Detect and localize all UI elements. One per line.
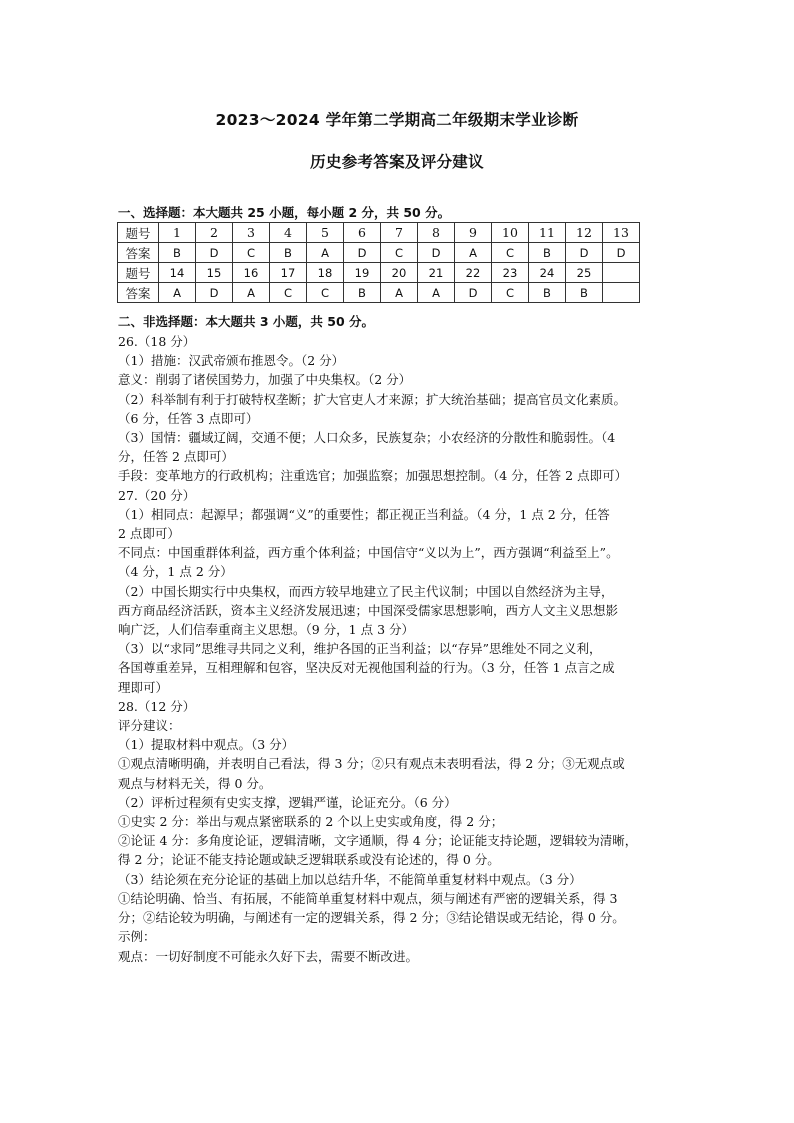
text-line: ②论证 4 分：多角度论证，逻辑清晰，文字通顺，得 4 分；论证能支持论题，逻辑较为清晰， <box>118 833 638 849</box>
document-title: 2023～2024 学年第二学期高二年级期末学业诊断 <box>215 111 579 129</box>
table-cell: 25 <box>566 263 603 283</box>
row-label: 答案 <box>118 243 159 263</box>
text-line: 评分建议： <box>118 718 181 734</box>
section-2-heading: 二、非选择题：本大题共 3 小题，共 50 分。 <box>118 314 375 329</box>
text-line: 2 点即可） <box>118 526 180 542</box>
table-cell: D <box>603 243 640 263</box>
table-cell: D <box>566 243 603 263</box>
text-line: 得 2 分；论证不能支持论题或缺乏逻辑联系或没有论述的，得 0 分。 <box>118 852 500 868</box>
table-cell: A <box>418 283 455 303</box>
text-line: 手段：变革地方的行政机构；注重选官；加强监察；加强思想控制。（4 分，任答 2 点即可） <box>118 468 628 484</box>
table-cell: C <box>307 283 344 303</box>
text-line: 不同点：中国重群体利益，西方重个体利益；中国信守“义以为上”，西方强调“利益至上”。 <box>118 545 619 561</box>
text-line: （1）提取材料中观点。（3 分） <box>118 737 295 753</box>
table-cell: 18 <box>307 263 344 283</box>
text-line: 意义：削弱了诸侯国势力，加强了中央集权。（2 分） <box>118 372 412 388</box>
table-cell: 2 <box>196 223 233 243</box>
table-cell <box>603 283 640 303</box>
table-cell: 24 <box>529 263 566 283</box>
table-cell: 6 <box>344 223 381 243</box>
table-cell: 16 <box>233 263 270 283</box>
text-line: 26.（18 分） <box>118 334 196 349</box>
text-line: 示例： <box>118 929 156 945</box>
table-cell: 8 <box>418 223 455 243</box>
text-line: ①观点清晰明确，并表明自己看法，得 3 分；②只有观点未表明看法，得 2 分；③无观点或 <box>118 756 625 772</box>
text-line: （1）相同点：起源早；都强调“义”的重要性；都正视正当利益。（4 分，1 点 2 分，任答 <box>118 506 610 522</box>
table-cell: 10 <box>492 223 529 243</box>
text-line: ①史实 2 分：举出与观点紧密联系的 2 个以上史实或角度，得 2 分； <box>118 814 504 830</box>
answer-row <box>118 283 640 303</box>
table-cell: 9 <box>455 223 492 243</box>
answer-body <box>118 332 680 966</box>
table-cell: B <box>159 243 196 263</box>
text-line: 理即可） <box>118 679 169 695</box>
answer-row <box>118 243 640 263</box>
table-cell: C <box>492 283 529 303</box>
question-number-row <box>118 223 640 243</box>
row-label: 答案 <box>118 283 159 303</box>
question-number-row <box>118 263 640 283</box>
text-line: 分；②结论较为明确，与阐述有一定的逻辑关系，得 2 分；③结论错误或无结论，得 0 分。 <box>118 910 625 926</box>
text-line: ①结论明确、恰当、有拓展，不能简单重复材料中观点，须与阐述有严密的逻辑关系，得 3 <box>118 890 618 906</box>
text-line: （6 分，任答 3 点即可） <box>118 410 259 426</box>
table-cell: 23 <box>492 263 529 283</box>
table-cell: 22 <box>455 263 492 283</box>
table-cell: C <box>381 243 418 263</box>
table-cell: C <box>270 283 307 303</box>
table-cell: D <box>455 283 492 303</box>
table-cell: B <box>344 283 381 303</box>
answer-table <box>117 222 640 303</box>
table-cell: 15 <box>196 263 233 283</box>
text-line: （3）以“求同”思维寻共同之义利，维护各国的正当利益；以“存异”思维处不同之义利， <box>118 641 602 657</box>
document-subtitle: 历史参考答案及评分建议 <box>310 153 484 171</box>
text-line: 观点：一切好制度不可能永久好下去，需要不断改进。 <box>118 948 419 964</box>
table-cell: A <box>159 283 196 303</box>
table-cell: 19 <box>344 263 381 283</box>
table-cell: 7 <box>381 223 418 243</box>
table-cell: 5 <box>307 223 344 243</box>
table-cell: B <box>529 243 566 263</box>
table-cell: D <box>196 243 233 263</box>
table-cell: 17 <box>270 263 307 283</box>
text-line: 27.（20 分） <box>118 487 196 503</box>
text-line: （2）中国长期实行中央集权，而西方较早地建立了民主代议制；中国以自然经济为主导， <box>118 583 614 599</box>
table-cell: A <box>307 243 344 263</box>
table-cell: A <box>233 283 270 303</box>
text-line: （4 分，1 点 2 分） <box>118 564 233 580</box>
table-cell: D <box>418 243 455 263</box>
table-cell: 20 <box>381 263 418 283</box>
text-line: （1）措施：汉武帝颁布推恩令。（2 分） <box>118 353 345 369</box>
table-cell: B <box>529 283 566 303</box>
table-cell: 12 <box>566 223 603 243</box>
row-label: 题号 <box>118 223 159 243</box>
table-cell: D <box>344 243 381 263</box>
table-cell: 1 <box>159 223 196 243</box>
table-cell: D <box>196 283 233 303</box>
text-line: 西方商品经济活跃，资本主义经济发展迅速；中国深受儒家思想影响，西方人文主义思想影 <box>118 602 619 618</box>
table-cell <box>603 263 640 283</box>
table-cell: 13 <box>603 223 640 243</box>
text-line: （3）国情：疆域辽阔，交通不便；人口众多，民族复杂；小农经济的分散性和脆弱性。（4 <box>118 430 616 446</box>
text-line: （2）评析过程须有史实支撑，逻辑严谨，论证充分。（6 分） <box>118 794 457 810</box>
table-cell: 11 <box>529 223 566 243</box>
text-line: 响广泛，人们信奉重商主义思想。（9 分，1 点 3 分） <box>118 622 415 638</box>
table-cell: A <box>381 283 418 303</box>
text-line: （3）结论须在充分论证的基础上加以总结升华，不能简单重复材料中观点。（3 分） <box>118 871 582 887</box>
text-line: 观点与材料无关，得 0 分。 <box>118 775 272 791</box>
table-cell: 3 <box>233 223 270 243</box>
table-cell: B <box>270 243 307 263</box>
table-cell: B <box>566 283 603 303</box>
section-1-heading: 一、选择题：本大题共 25 小题，每小题 2 分，共 50 分。 <box>118 205 451 220</box>
table-cell: A <box>455 243 492 263</box>
table-cell: 21 <box>418 263 455 283</box>
text-line: （2）科举制有利于打破特权垄断；扩大官吏人才来源；扩大统治基础；提高官员文化素质。 <box>118 391 626 407</box>
text-line: 分，任答 2 点即可） <box>118 449 234 465</box>
table-cell: C <box>492 243 529 263</box>
text-line: 28.（12 分） <box>118 698 196 714</box>
table-cell: C <box>233 243 270 263</box>
table-cell: 4 <box>270 223 307 243</box>
table-cell: 14 <box>159 263 196 283</box>
text-line: 各国尊重差异，互相理解和包容，坚决反对无视他国利益的行为。（3 分，任答 1 点言之成 <box>118 660 615 676</box>
row-label: 题号 <box>118 263 159 283</box>
